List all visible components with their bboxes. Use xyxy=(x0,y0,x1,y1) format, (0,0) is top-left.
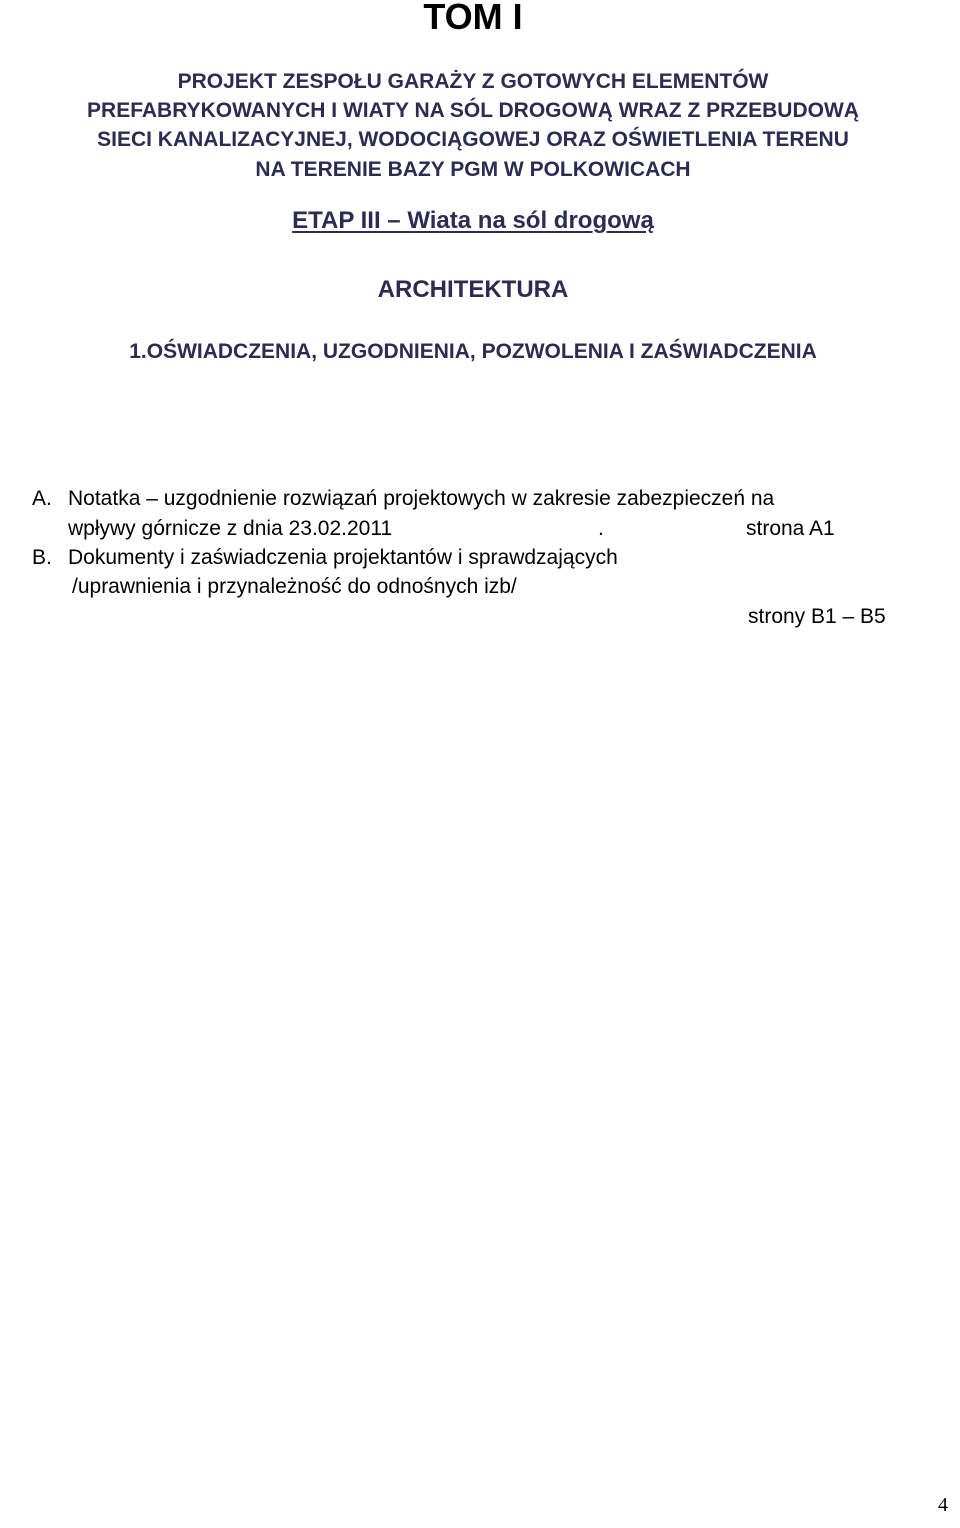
item-b-line-2: /uprawnienia i przynależność do odnośnych izb/ xyxy=(72,575,517,598)
page-number: 4 xyxy=(938,1494,948,1516)
item-a-page-ref: strona A1 xyxy=(746,517,835,540)
section-heading: 1.OŚWIADCZENIA, UZGODNIENIA, POZWOLENIA I ZAŚWIADCZENIA xyxy=(129,340,817,363)
project-title-line-3: SIECI KANALIZACYJNEJ, WODOCIĄGOWEJ ORAZ OŚWIETLENIA TERENU xyxy=(97,128,849,151)
project-title-line-1: PROJEKT ZESPOŁU GARAŻY Z GOTOWYCH ELEMENTÓW xyxy=(177,70,769,93)
item-a-line-2: wpływy górnicze z dnia 23.02.2011 xyxy=(68,517,393,540)
discipline-title: ARCHITEKTURA xyxy=(377,276,569,303)
project-title-line-4: NA TERENIE BAZY PGM W POLKOWICACH xyxy=(255,158,691,181)
item-b-page-ref: strony B1 – B5 xyxy=(748,605,886,628)
item-b-letter: B. xyxy=(32,546,52,569)
stage-title: ETAP III – Wiata na sól drogową xyxy=(292,207,654,234)
project-title-line-2: PREFABRYKOWANYCH I WIATY NA SÓL DROGOWĄ WRAZ Z PRZEBUDOWĄ xyxy=(87,99,859,122)
item-a-line-1: Notatka – uzgodnienie rozwiązań projektowych w zakresie zabezpieczeń na xyxy=(68,487,775,510)
item-a-letter: A. xyxy=(32,487,52,510)
volume-title: TOM I xyxy=(423,0,523,37)
item-b-line-1: Dokumenty i zaświadczenia projektantów i sprawdzających xyxy=(68,546,618,569)
item-a-dot: . xyxy=(598,517,604,540)
